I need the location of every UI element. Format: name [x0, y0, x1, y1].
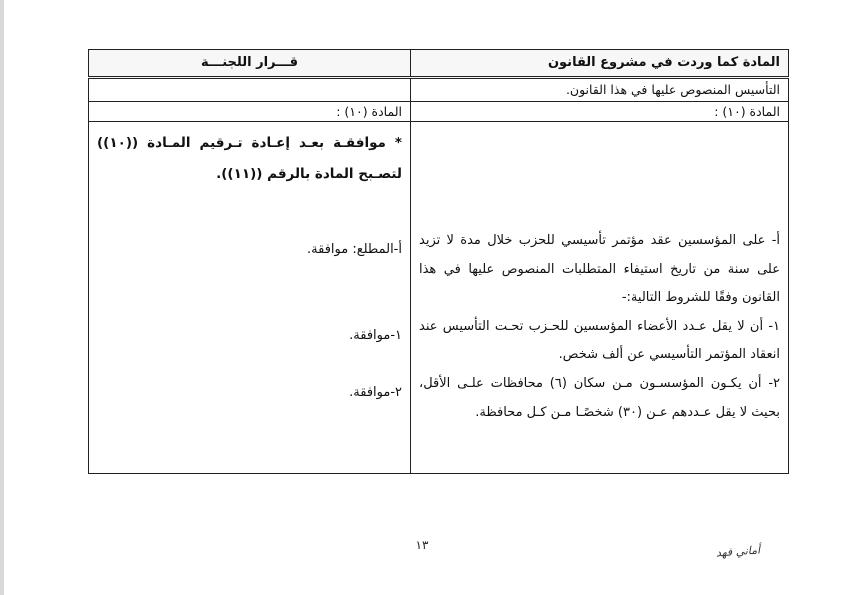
comparison-table [88, 49, 789, 474]
table-row [89, 78, 789, 102]
table-header-row [89, 50, 789, 78]
table-row [89, 102, 789, 122]
decision-item-a: أ-المطلع: موافقة. [307, 242, 402, 257]
cell-committee-decision [89, 122, 411, 474]
cell-article-number-bill: المادة (١٠) : [411, 102, 789, 122]
article-item-1: ١- أن لا يقل عـدد الأعضاء المؤسسين للحـزب تحـت التأسيس عند انعقاد المؤتمر التأسيسي عن ألف شخص. [419, 318, 780, 363]
article-paragraph-a: أ- على المؤسسين عقد مؤتمر تأسيسي للحزب خلال مدة لا تزيد على سنة من تاريخ استيفاء المتطلبات المنصوص عليها في هذا القانون وفقًا للشروط التالية:- [419, 233, 780, 306]
cell-prev-article-end: التأسيس المنصوص عليها في هذا القانون. [411, 78, 789, 102]
header-bill-article: المادة كما وردت في مشروع القانون [411, 50, 789, 78]
decision-text: * موافقـة بعـد إعـادة تـرقيم المـادة ((١٠)) لتصـبح المادة بالرقم ((١١)). [97, 135, 402, 182]
cell-article-text [411, 122, 789, 474]
signature: أماني فهد [715, 543, 761, 560]
cell-empty [89, 78, 411, 102]
scan-edge [0, 0, 4, 595]
header-committee-decision: قـــرار اللجنـــة [89, 50, 411, 78]
article-item-2: ٢- أن يكـون المؤسسـون مـن سكان (٦) محافظات علـى الأقل، بحيث لا يقل عـددهم عـن (٣٠) شخصًـا مـن كـل محافظة. [419, 375, 780, 420]
decision-item-2: ٢-موافقة. [349, 385, 402, 401]
cell-article-number-committee: المادة (١٠) : [89, 102, 411, 122]
decision-item-1: ١-موافقة. [349, 327, 402, 343]
page-number: ١٣ [415, 538, 429, 552]
table-row [89, 122, 789, 474]
